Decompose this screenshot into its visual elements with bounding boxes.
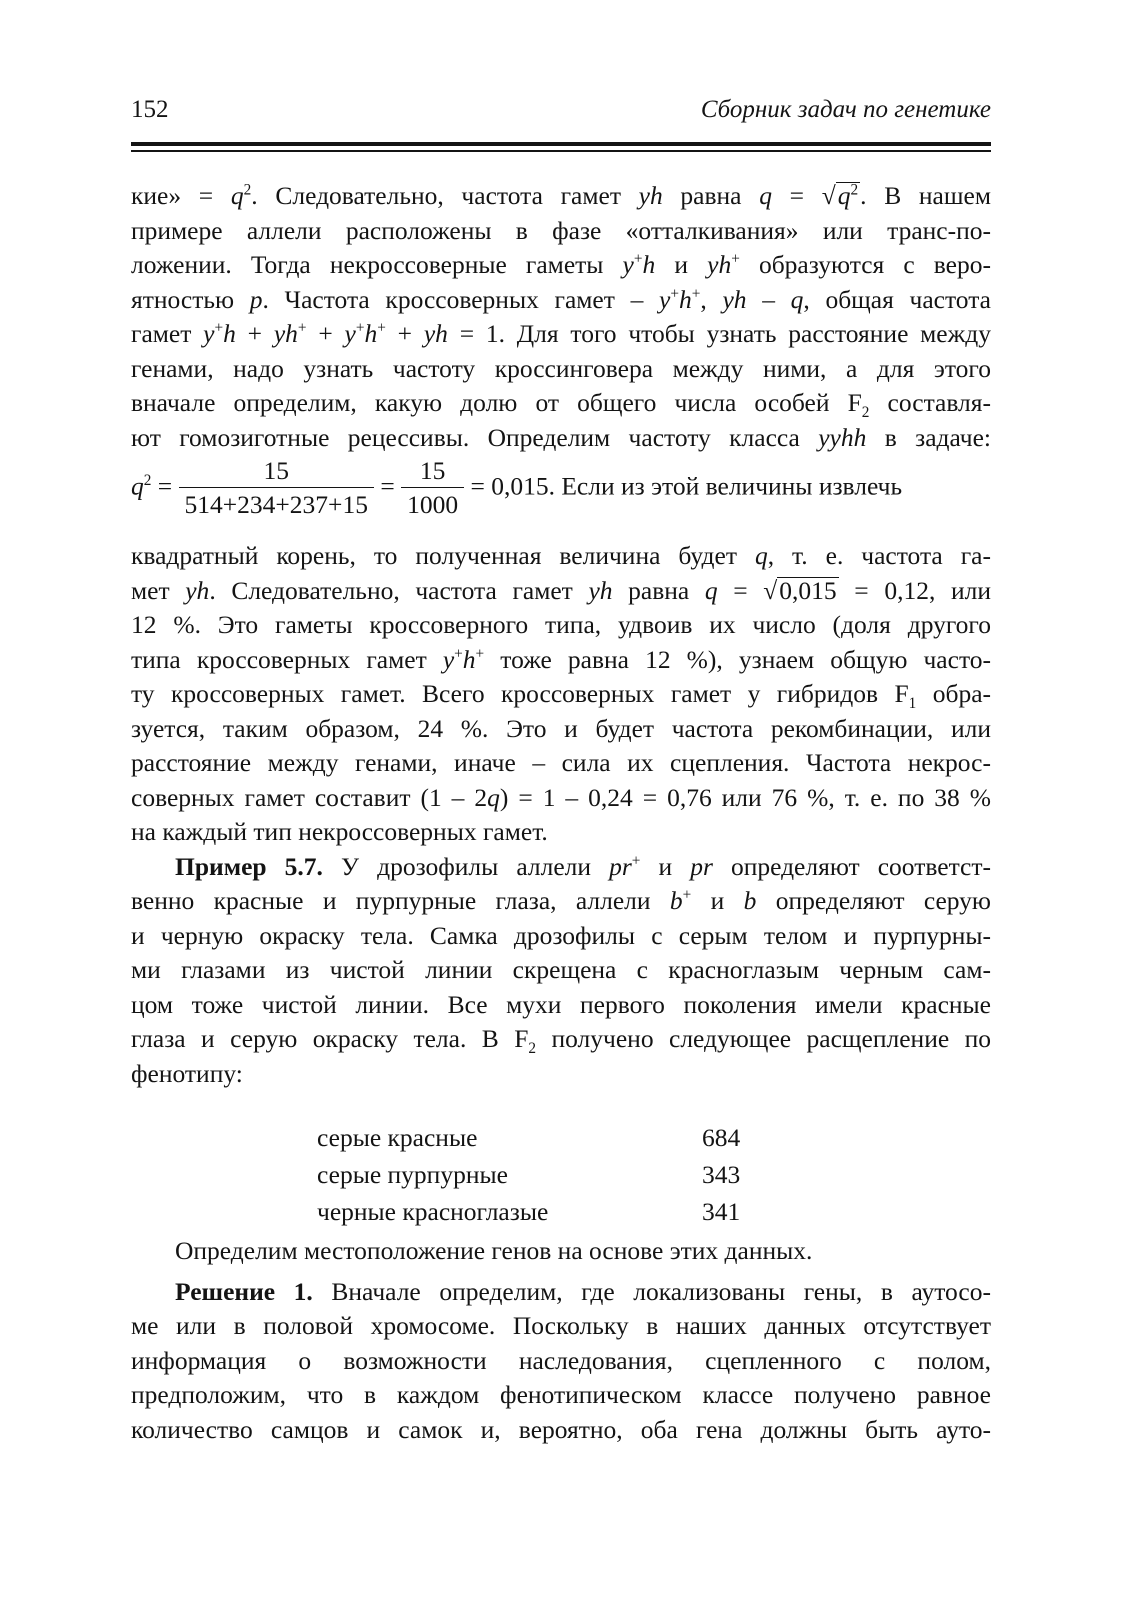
example-label: Пример 5.7. — [175, 851, 323, 881]
text-line: венно красные и пурпурные глаза, аллели b+ и b определяют серую — [131, 886, 991, 915]
text-line: зуется, таким образом, 24 %. Это и будет частота рекомбинации, или — [131, 713, 991, 743]
fraction-numerator: 15 — [179, 455, 374, 488]
text-line: квадратный корень, то полученная величина будет q, т. е. частота га- — [131, 541, 991, 570]
book-page — [131, 96, 992, 1444]
phenotype-count: 684 — [702, 1123, 741, 1152]
fraction-denominator: 514+234+237+15 — [184, 490, 368, 519]
text-line: и черную окраску тела. Самка дрозофилы с серым телом и пурпурны- — [131, 920, 991, 950]
text-line: расстояние между генами, иначе – сила их сцепления. Частота некрос- — [131, 748, 991, 777]
fraction-numerator: 15 — [401, 455, 464, 488]
solution-label: Решение 1. — [175, 1276, 313, 1306]
page-body — [131, 179, 991, 1091]
phenotype-name: серые пурпурные — [317, 1160, 508, 1189]
sqrt-sign: √ — [821, 181, 836, 210]
sqrt-sign: √ — [763, 575, 778, 605]
phenotype-row — [317, 1160, 777, 1197]
page-header — [131, 96, 991, 136]
page-number: 152 — [131, 96, 169, 123]
solution-heading-line: Решение 1. Вначале определим, где локализованы гены, в аутосо- — [175, 1276, 991, 1306]
text-line: ют гомозиготные рецессивы. Определим частоту класса yyhh в задаче: — [131, 422, 992, 452]
text-line: предположим, что в каждом фенотипическом классе получено равное — [131, 1380, 991, 1409]
text-line: кие» = $q^2$. Следовательно, частота гамет yh равна $q = √q^2$. В нашем — [131, 179, 991, 214]
text-line: ту кроссоверных гамет. Всего кроссоверных гамет у гибридов $F_1$ обра- — [131, 679, 992, 713]
text-line: цом тоже чистой линии. Все мухи первого поколения имели красные — [131, 989, 991, 1019]
text-line: ложении. Тогда некроссоверные гаметы y+h и yh+ образуются с веро- — [131, 250, 991, 279]
sqrt-radicand: $q^2$ — [837, 181, 859, 210]
phenotype-count: 341 — [702, 1197, 741, 1226]
text-line: информация о возможности наследования, сцепленного с полом, — [131, 1345, 991, 1375]
text-line: на каждый тип некроссоверных гамет. — [131, 817, 548, 846]
text-line: генами, надо узнать частоту кроссинговера между ними, а для этого — [131, 353, 991, 383]
phenotype-name: серые красные — [317, 1123, 478, 1152]
sqrt-radicand: 0,015 — [779, 575, 837, 605]
text-line: соверных гамет составит (1 – 2q) = 1 – 0,24 = 0,76 или 76 %, т. е. по 38 % — [131, 782, 991, 812]
text-line: ми глазами из чистой линии скрещена с красноглазым черным сам- — [131, 955, 991, 984]
text-line: 12 %. Это гаметы кроссоверного типа, удвоив их число (доля другого — [131, 610, 991, 639]
page-body-lower — [131, 1234, 991, 1447]
text-line: Определим местоположение генов на основе этих данных. — [175, 1236, 813, 1265]
frequency-formula: $q^2$ = $\frac{15}{514+234+237+15}$ = $\frac{15}{1000}$ = 0,015. Если из этой величины извлечь — [131, 455, 991, 539]
header-rule-thick — [131, 142, 991, 146]
running-title: Сборник задач по генетике — [700, 96, 991, 123]
phenotype-count: 343 — [702, 1160, 741, 1189]
phenotype-row — [317, 1123, 777, 1160]
text-line: вначале определим, какую долю от общего числа особей $F_2$ составля- — [131, 388, 991, 422]
text-line: количество самцов и самок и, вероятно, оба гена должны быть ауто- — [131, 1414, 991, 1444]
phenotype-table — [317, 1123, 777, 1234]
text-line: фенотипу: — [131, 1058, 243, 1088]
text-line: гамет y+h + yh+ + y+h+ + yh = 1. Для того чтобы узнать расстояние между — [131, 319, 991, 348]
text-line: типа кроссоверных гамет y+h+ тоже равна 12 %), узнаем общую часто- — [131, 644, 991, 674]
fraction — [179, 455, 374, 522]
text-line: глаза и серую окраску тела. В $F_2$ получено следующее расщепление по — [131, 1024, 991, 1058]
text-line: ятностью p. Частота кроссоверных гамет – y+h+, yh – q, общая частота — [131, 284, 991, 314]
fraction — [401, 455, 464, 522]
phenotype-row — [317, 1197, 777, 1234]
header-rule-thin — [131, 150, 991, 152]
text-line: мет yh. Следовательно, частота гамет yh равна q = √0,015 = 0,12, или — [131, 574, 991, 609]
text-line: примере аллели расположены в фазе «отталкивания» или транс-по- — [131, 215, 991, 245]
fraction-denominator: 1000 — [407, 490, 459, 519]
example-heading-line: Пример 5.7. У дрозофилы аллели pr+ и pr определяют соответст- — [175, 851, 991, 881]
phenotype-name: черные красноглазые — [317, 1197, 549, 1226]
text-line: ме или в половой хромосоме. Поскольку в наших данных отсутствует — [131, 1311, 991, 1340]
